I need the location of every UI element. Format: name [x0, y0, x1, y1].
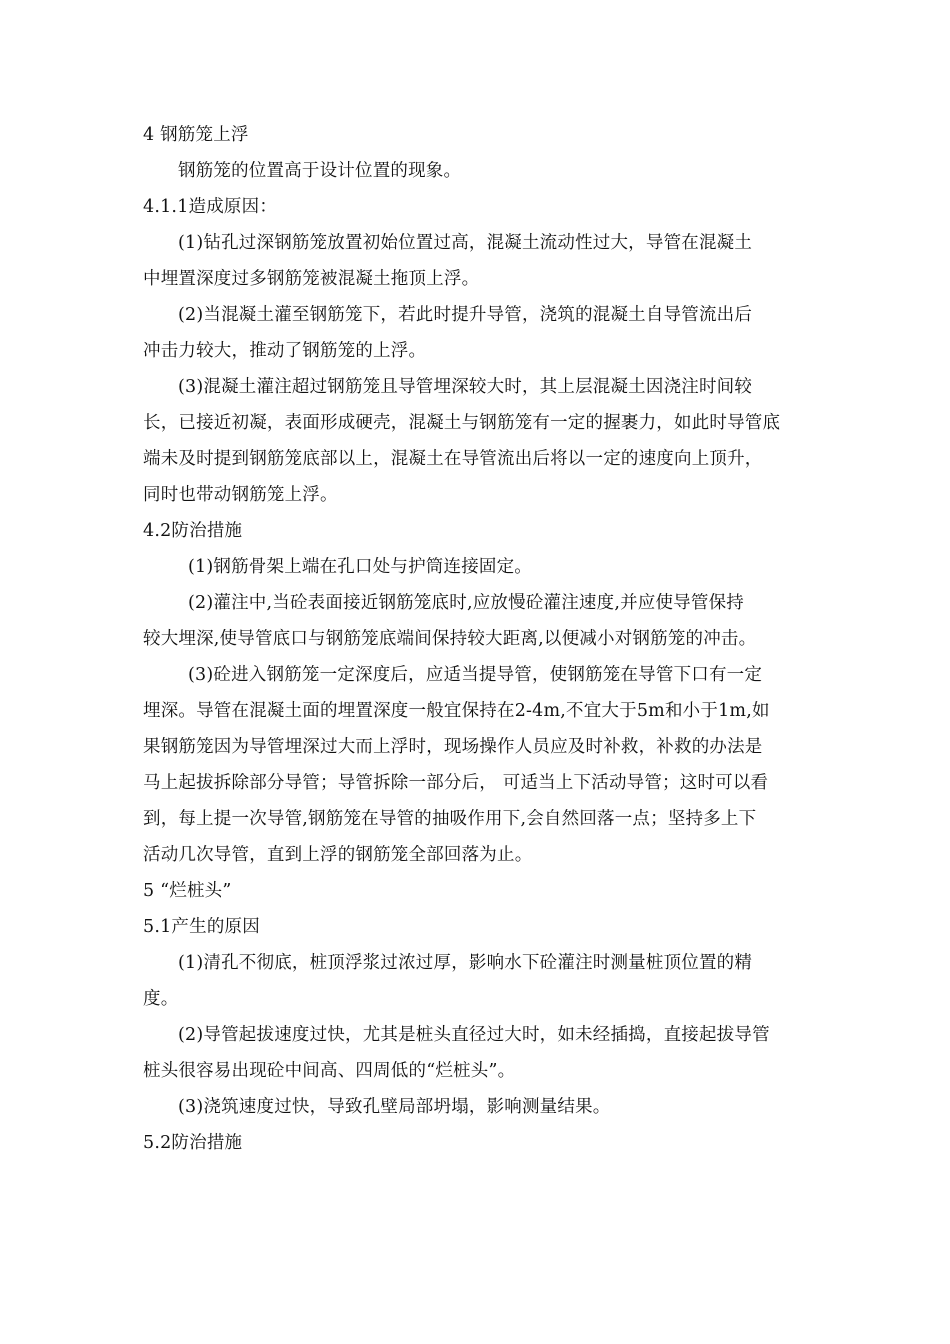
cause-3-line-4: 同时也带动钢筋笼上浮。 [143, 485, 338, 505]
section-5-1-heading: 5.1产生的原因 [143, 917, 260, 937]
section-4-2-heading: 4.2防治措施 [143, 521, 243, 541]
prevention-3-line-3: 果钢筋笼因为导管埋深过大而上浮时，现场操作人员应及时补救，补救的办法是 [143, 737, 763, 757]
section-4-heading: 4 钢筋笼上浮 [143, 125, 249, 145]
prevention-2-line-2: 较大埋深,使导管底口与钢筋笼底端间保持较大距离,以便减小对钢筋笼的冲击。 [143, 629, 757, 649]
prevention-2-line-1: (2)灌注中,当砼表面接近钢筋笼底时,应放慢砼灌注速度,并应使导管保持 [188, 593, 744, 613]
cause-3-line-3: 端未及时提到钢筋笼底部以上，混凝土在导管流出后将以一定的速度向上顶升， [143, 449, 763, 469]
prevention-3-line-6: 活动几次导管，直到上浮的钢筋笼全部回落为止。 [143, 845, 533, 865]
s5-cause-3-line-1: (3)浇筑速度过快，导致孔壁局部坍塌，影响测量结果。 [178, 1097, 611, 1117]
prevention-1-line-1: (1)钢筋骨架上端在孔口处与护筒连接固定。 [188, 557, 532, 577]
prevention-3-line-1: (3)砼进入钢筋笼一定深度后，应适当提导管，使钢筋笼在导管下口有一定 [188, 665, 763, 685]
cause-3-line-2: 长，已接近初凝，表面形成硬壳，混凝土与钢筋笼有一定的握裹力，如此时导管底 [143, 413, 781, 433]
section-5-heading: 5 “烂桩头” [143, 881, 232, 901]
cause-1-line-2: 中埋置深度过多钢筋笼被混凝土拖顶上浮。 [143, 269, 480, 289]
section-4-definition: 钢筋笼的位置高于设计位置的现象。 [178, 161, 462, 181]
s5-cause-2-line-2: 桩头很容易出现砼中间高、四周低的“烂桩头”。 [143, 1061, 516, 1081]
cause-3-line-1: (3)混凝土灌注超过钢筋笼且导管埋深较大时，其上层混凝土因浇注时间较 [178, 377, 753, 397]
cause-2-line-1: (2)当混凝土灌至钢筋笼下，若此时提升导管，浇筑的混凝土自导管流出后 [178, 305, 753, 325]
section-4-1-1-heading: 4.1.1造成原因： [143, 197, 278, 217]
cause-2-line-2: 冲击力较大，推动了钢筋笼的上浮。 [143, 341, 427, 361]
cause-1-line-1: (1)钻孔过深钢筋笼放置初始位置过高，混凝土流动性过大，导管在混凝土 [178, 233, 753, 253]
document-body [143, 117, 811, 1161]
section-5-2-heading: 5.2防治措施 [143, 1133, 243, 1153]
prevention-3-line-2: 埋深。导管在混凝土面的埋置深度一般宜保持在2-4m,不宜大于5m和小于1m,如 [143, 701, 770, 721]
s5-cause-1-line-2: 度。 [143, 989, 179, 1009]
s5-cause-1-line-1: (1)清孔不彻底，桩顶浮浆过浓过厚，影响水下砼灌注时测量桩顶位置的精 [178, 953, 753, 973]
prevention-3-line-4: 马上起拔拆除部分导管；导管拆除一部分后， 可适当上下活动导管；这时可以看 [143, 773, 769, 793]
s5-cause-2-line-1: (2)导管起拔速度过快，尤其是桩头直径过大时，如未经插捣，直接起拔导管 [178, 1025, 770, 1045]
prevention-3-line-5: 到，每上提一次导管,钢筋笼在导管的抽吸作用下,会自然回落一点；坚持多上下 [143, 809, 757, 829]
